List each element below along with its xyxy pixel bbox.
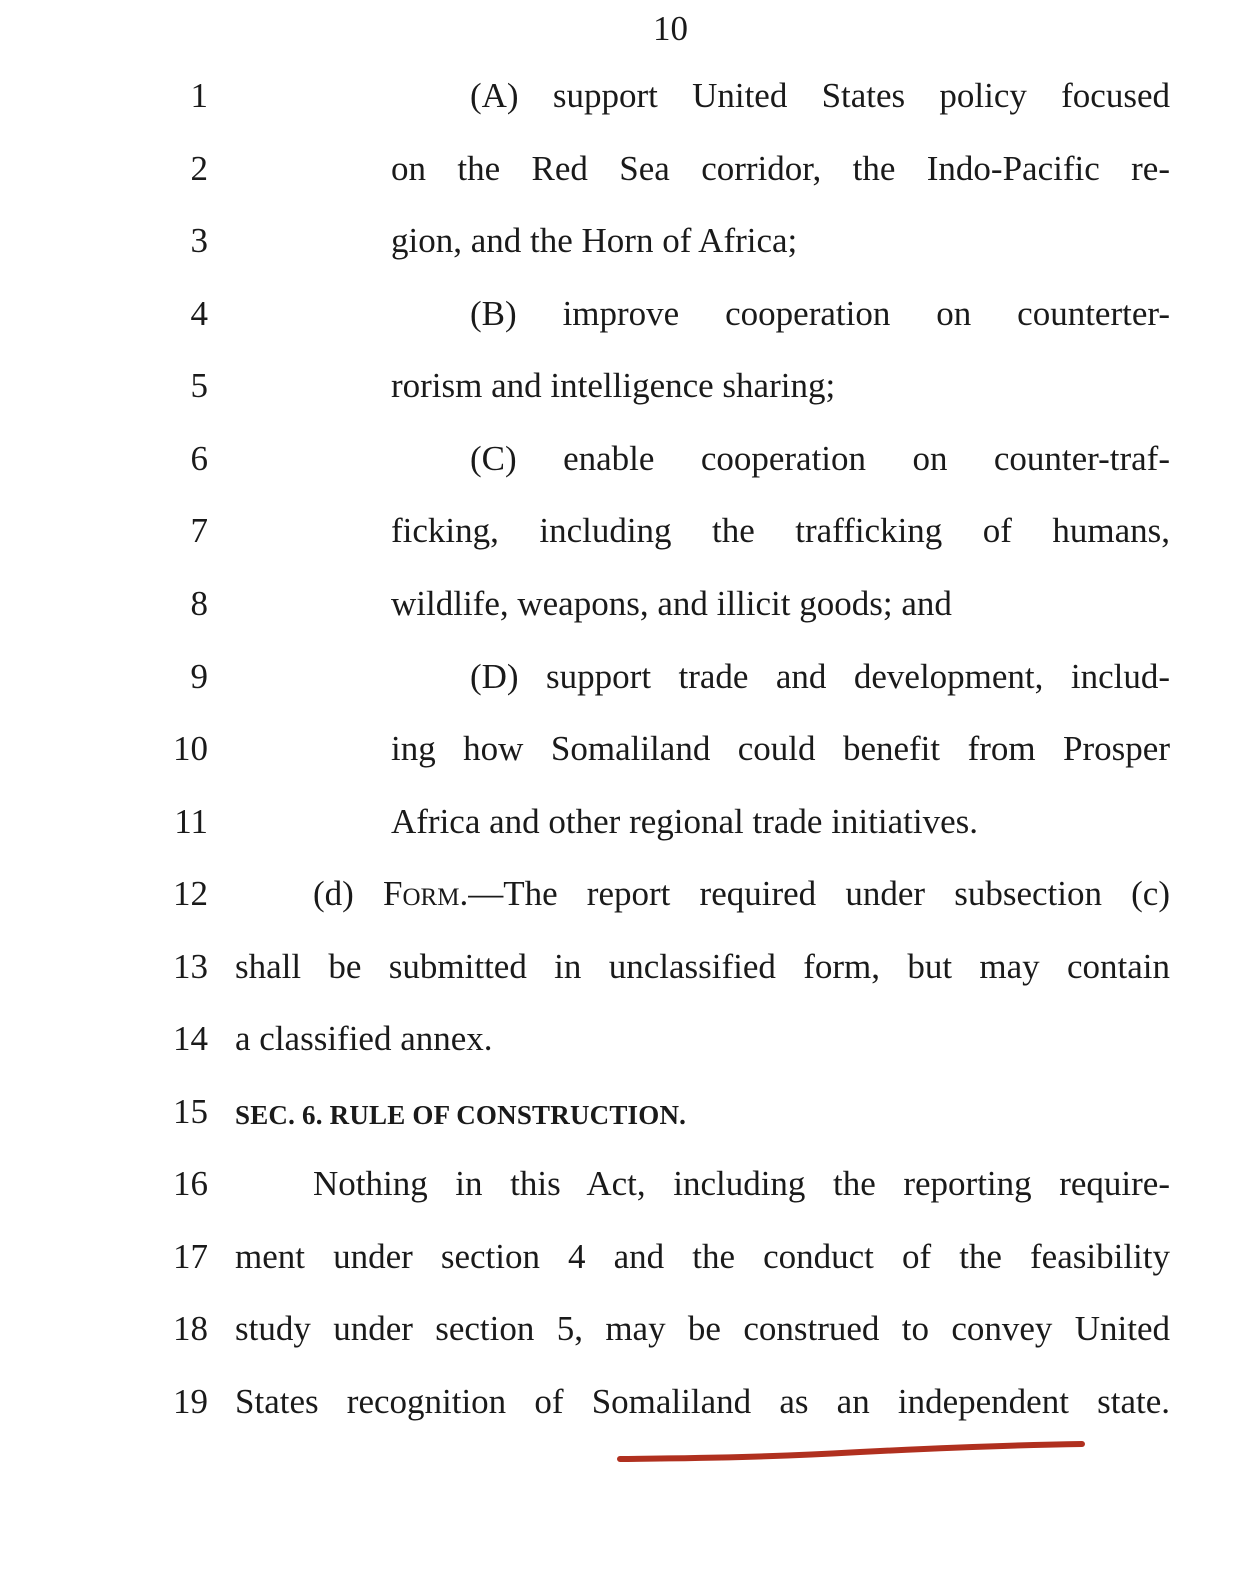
text-line <box>0 507 1241 555</box>
page-number: 10 <box>653 9 688 48</box>
line-number: 3 <box>190 221 208 260</box>
line-number: 16 <box>173 1164 208 1203</box>
line-number: 6 <box>190 439 208 478</box>
line-text: States recognition of Somaliland as an independent state. <box>235 1382 1170 1421</box>
line-number: 8 <box>190 584 208 623</box>
line-number: 19 <box>173 1382 208 1421</box>
text-line <box>0 1160 1241 1208</box>
text-line <box>0 1088 1241 1136</box>
line-text: (B) improve cooperation on counterter- <box>470 294 1170 333</box>
line-number: 11 <box>174 802 208 841</box>
text-line <box>0 145 1241 193</box>
line-text: Africa and other regional trade initiatives. <box>391 802 978 841</box>
line-text: (C) enable cooperation on counter-traf- <box>470 439 1170 478</box>
line-text: (A) support United States policy focused <box>470 76 1170 115</box>
line-text: study under section 5, may be construed to convey United <box>235 1309 1170 1348</box>
line-text: shall be submitted in unclassified form, but may contain <box>235 947 1170 986</box>
line-text: rorism and intelligence sharing; <box>391 366 836 405</box>
text-line <box>0 435 1241 483</box>
line-number: 10 <box>173 729 208 768</box>
line-number: 9 <box>190 657 208 696</box>
subsection-label: (d) <box>313 874 383 913</box>
line-text: a classified annex. <box>235 1019 493 1058</box>
line-number: 5 <box>190 366 208 405</box>
line-text: on the Red Sea corridor, the Indo-Pacific re- <box>391 149 1170 188</box>
text-line <box>0 798 1241 846</box>
line-number: 17 <box>173 1237 208 1276</box>
text-line <box>0 362 1241 410</box>
line-number: 18 <box>173 1309 208 1348</box>
text-line <box>0 725 1241 773</box>
line-number: 12 <box>173 874 208 913</box>
subsection-text: .—The report required under subsection (c) <box>459 874 1170 913</box>
text-line <box>0 290 1241 338</box>
text-line <box>0 943 1241 991</box>
text-line <box>0 1305 1241 1353</box>
line-text <box>313 870 1170 918</box>
line-number: 15 <box>173 1092 208 1131</box>
text-line <box>0 653 1241 701</box>
line-text: (D) support trade and development, includ- <box>470 657 1170 696</box>
line-text: ficking, including the trafficking of humans, <box>391 511 1170 550</box>
text-line <box>0 1015 1241 1063</box>
line-text: ment under section 4 and the conduct of the feasibility <box>235 1237 1170 1276</box>
text-line <box>0 217 1241 265</box>
line-text: ing how Somaliland could benefit from Prosper <box>391 729 1170 768</box>
red-underline-annotation <box>610 1432 1090 1466</box>
line-number: 1 <box>190 76 208 115</box>
line-text: wildlife, weapons, and illicit goods; and <box>391 584 952 623</box>
line-number: 2 <box>190 149 208 188</box>
text-line <box>0 1233 1241 1281</box>
line-text: gion, and the Horn of Africa; <box>391 221 798 260</box>
line-number: 4 <box>190 294 208 333</box>
line-number: 7 <box>190 511 208 550</box>
line-number: 14 <box>173 1019 208 1058</box>
text-line <box>0 870 1241 918</box>
section-heading: SEC. 6. RULE OF CONSTRUCTION. <box>235 1100 687 1130</box>
subsection-heading: Form <box>383 874 460 913</box>
text-line <box>0 580 1241 628</box>
text-line <box>0 72 1241 120</box>
line-number: 13 <box>173 947 208 986</box>
text-line <box>0 1378 1241 1426</box>
line-text: Nothing in this Act, including the reporting require- <box>313 1164 1170 1203</box>
